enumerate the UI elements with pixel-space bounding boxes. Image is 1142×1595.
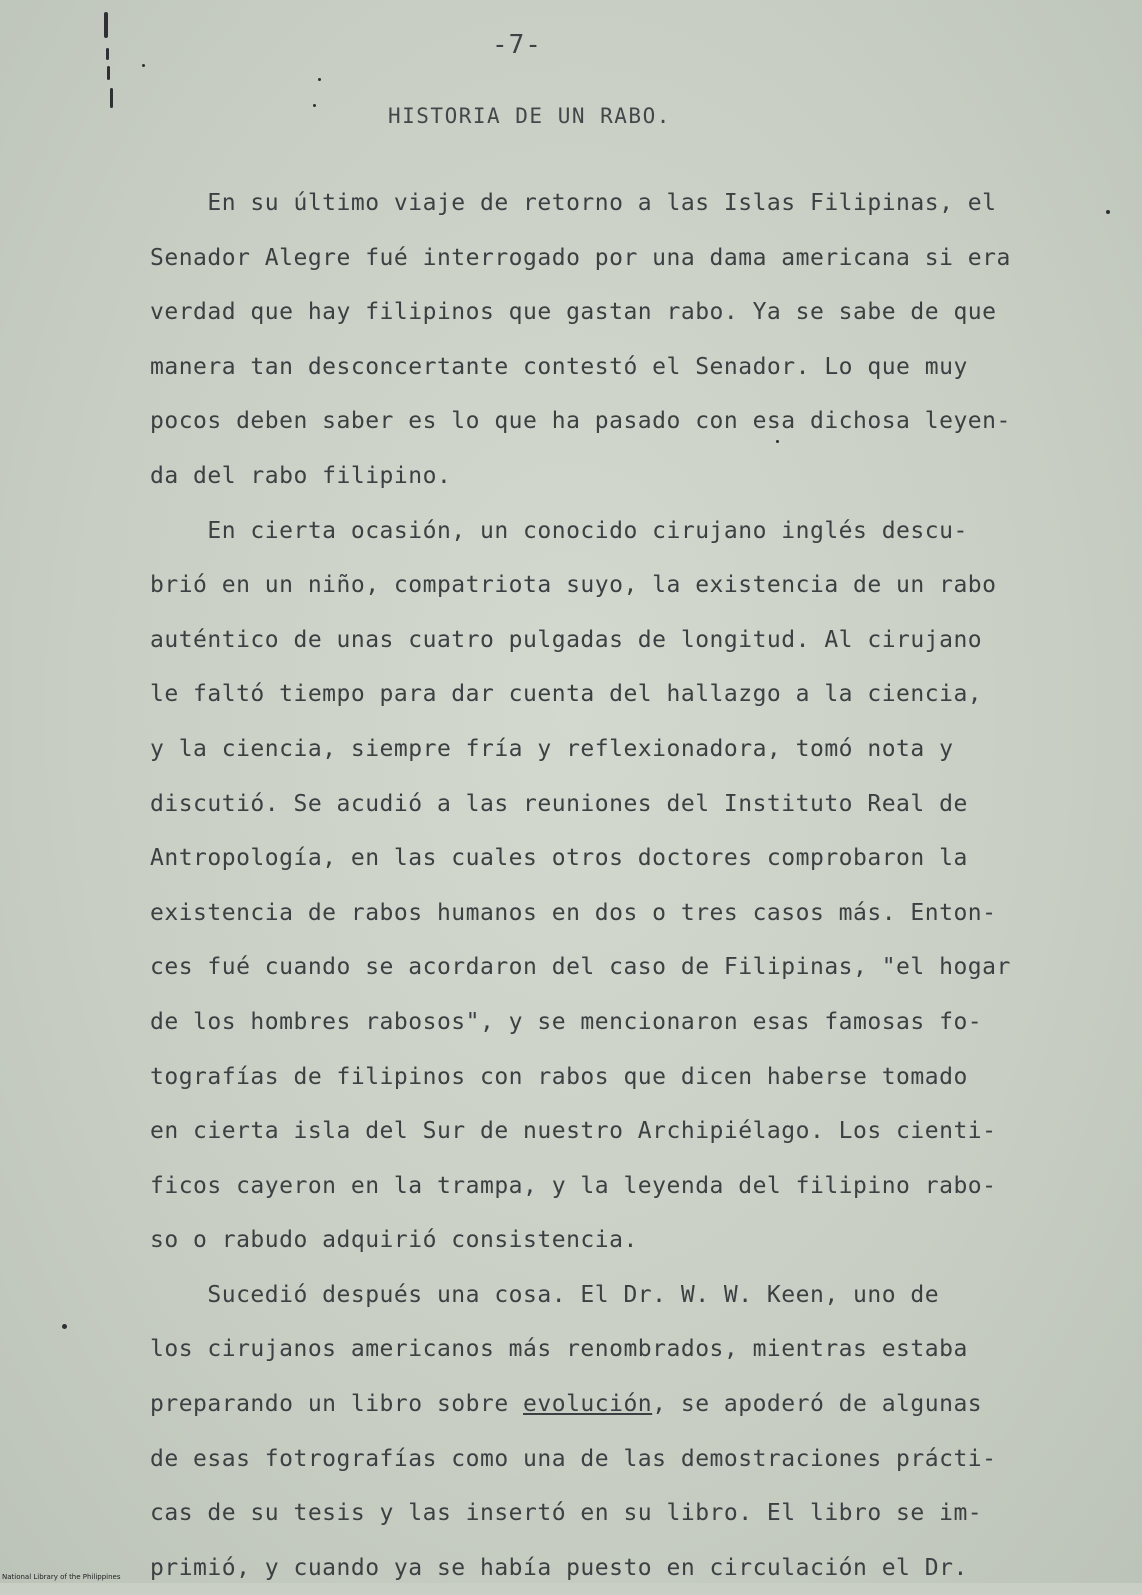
underlined-word: evolución: [523, 1391, 653, 1418]
text-line: cas de su tesis y las insertó en su libro. El libro se im-: [150, 1500, 983, 1527]
ink-mark: [106, 48, 109, 60]
ink-mark: [107, 66, 110, 80]
ink-speck: [1106, 210, 1110, 214]
text-line: da del rabo filipino.: [150, 462, 452, 489]
text-line: so o rabudo adquirió consistencia.: [150, 1227, 638, 1254]
text-line: En cierta ocasión, un conocido cirujano inglés descu-: [150, 517, 968, 544]
ink-mark: [110, 88, 113, 108]
text-line: En su último viaje de retorno a las Islas Filipinas, el: [150, 190, 997, 216]
ink-speck: [313, 104, 316, 107]
text-line: brió en un niño, compatriota suyo, la existencia de un rabo: [150, 572, 997, 599]
ink-mark: [104, 12, 108, 38]
text-line: y la ciencia, siempre fría y reflexionadora, tomó nota y: [150, 735, 954, 762]
paragraph: [150, 176, 1050, 504]
text-line: Senador Alegre fué interrogado por una dama americana si era: [150, 244, 1011, 271]
document-title: HISTORIA DE UN RABO.: [388, 104, 671, 128]
text-line: Antropología, en las cuales otros doctores comprobaron la: [150, 845, 968, 872]
text-line: primió, y cuando ya se había puesto en circulación el Dr.: [150, 1554, 968, 1581]
text-line: manera tan desconcertante contestó el Senador. Lo que muy: [150, 353, 968, 380]
ink-speck: [142, 64, 145, 67]
ink-speck: [318, 78, 321, 81]
footer-credit: National Library of the Philippines: [2, 1573, 121, 1581]
paragraph: [150, 504, 1050, 1268]
text-line: tografías de filipinos con rabos que dicen haberse tomado: [150, 1063, 968, 1090]
text-line: verdad que hay filipinos que gastan rabo. Ya se sabe de que: [150, 299, 997, 326]
text-line: discutió. Se acudió a las reuniones del Instituto Real de: [150, 790, 968, 817]
text-line: pocos deben saber es lo que ha pasado con esa dichosa leyen-: [150, 408, 1011, 435]
text-line: preparando un libro sobre evolución, se apoderó de algunas: [150, 1391, 983, 1418]
text-line: ces fué cuando se acordaron del caso de Filipinas, "el hogar: [150, 954, 1011, 981]
text-line: le faltó tiempo para dar cuenta del hallazgo a la ciencia,: [150, 681, 983, 708]
text-line: de los hombres rabosos", y se mencionaron esas famosas fo-: [150, 1008, 983, 1035]
ink-speck: [62, 1324, 67, 1329]
text-line: los cirujanos americanos más renombrados, mientras estaba: [150, 1336, 968, 1363]
text-line: ficos cayeron en la trampa, y la leyenda del filipino rabo-: [150, 1172, 997, 1199]
body-text: [150, 176, 1050, 1595]
paragraph: [150, 1268, 1050, 1595]
text-line: Sucedió después una cosa. El Dr. W. W. Keen, uno de: [150, 1281, 940, 1308]
page-number: -7-: [492, 30, 542, 60]
text-line: auténtico de unas cuatro pulgadas de longitud. Al cirujano: [150, 626, 983, 653]
text-line: de esas fotrografías como una de las demostraciones prácti-: [150, 1445, 997, 1472]
text-line: existencia de rabos humanos en dos o tres casos más. Enton-: [150, 899, 997, 926]
text-line: en cierta isla del Sur de nuestro Archipiélago. Los cienti-: [150, 1118, 997, 1145]
